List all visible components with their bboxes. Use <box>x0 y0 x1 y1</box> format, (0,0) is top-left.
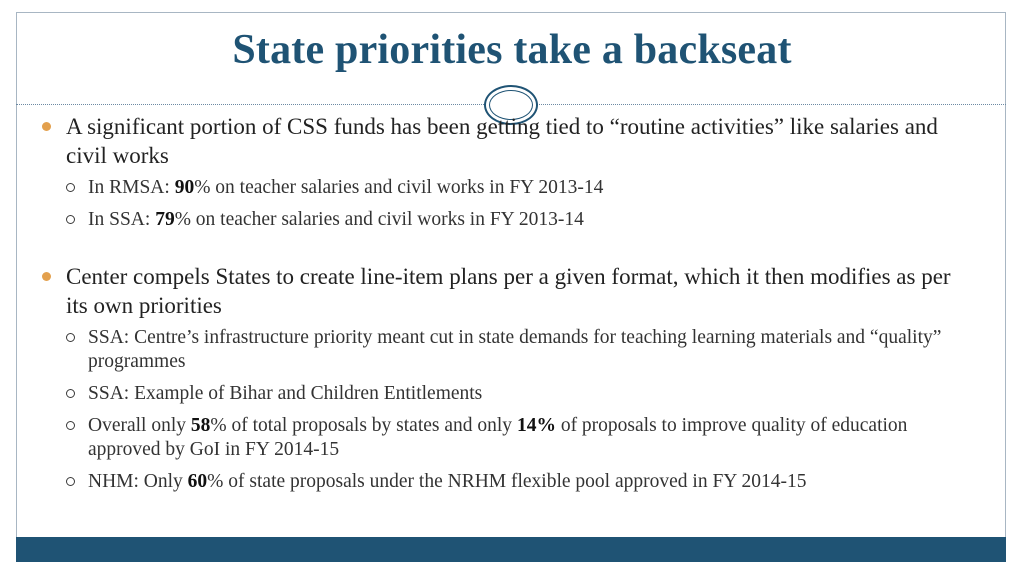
bullet-1-sub-2 <box>40 208 970 232</box>
footer-bar <box>16 537 1006 562</box>
sub-bullet-ring-icon <box>66 477 75 486</box>
sub-text-mid: % of total proposals by states and only <box>210 415 517 436</box>
sub-text-post: of proposals to improve quality of education approved by GoI in FY 2014-15 <box>88 415 908 460</box>
bullet-1 <box>40 112 970 170</box>
bullet-2-text: Center compels States to create line-item plans per a given format, which it then modifies as per its own priorities <box>66 264 951 318</box>
sub-text-bold-2: 14% <box>516 415 556 436</box>
bullet-2 <box>40 262 970 320</box>
sub-bullet-ring-icon <box>66 215 75 224</box>
sub-text-bold: 90 <box>174 177 195 198</box>
sub-text-pre: In SSA: <box>88 209 156 230</box>
sub-text-bold: 79 <box>155 209 175 230</box>
sub-text-post: % on teacher salaries and civil works in FY 2013-14 <box>194 177 604 198</box>
bullet-2-sub-2 <box>40 382 970 406</box>
sub-text-post: % of state proposals under the NRHM flexible pool approved in FY 2014-15 <box>207 471 807 492</box>
sub-text: SSA: Centre’s infrastructure priority meant cut in state demands for teaching learning materials and “quality” programmes <box>88 327 942 372</box>
bullet-dot-icon <box>42 122 51 131</box>
bullet-1-text: A significant portion of CSS funds has been getting tied to “routine activities” like salaries and civil works <box>66 114 938 168</box>
slide-title: State priorities take a backseat <box>232 27 792 73</box>
sub-text-pre: In RMSA: <box>88 177 175 198</box>
bullet-1-sub-1 <box>40 176 970 200</box>
sub-text-bold: 60 <box>187 471 208 492</box>
sub-text-pre: Overall only <box>88 415 191 436</box>
slide-content <box>40 110 970 494</box>
sub-text: SSA: Example of Bihar and Children Entitlements <box>88 383 483 404</box>
sub-bullet-ring-icon <box>66 183 75 192</box>
sub-text-pre: NHM: Only <box>88 471 188 492</box>
bullet-dot-icon <box>42 272 51 281</box>
sub-bullet-ring-icon <box>66 333 75 342</box>
bullet-2-sub-3 <box>40 414 970 462</box>
sub-bullet-ring-icon <box>66 421 75 430</box>
sub-bullet-ring-icon <box>66 389 75 398</box>
bullet-2-sub-1 <box>40 326 970 374</box>
bullet-2-sub-4 <box>40 470 970 494</box>
sub-text-post: % on teacher salaries and civil works in FY 2013-14 <box>174 209 584 230</box>
sub-text-bold: 58 <box>190 415 211 436</box>
